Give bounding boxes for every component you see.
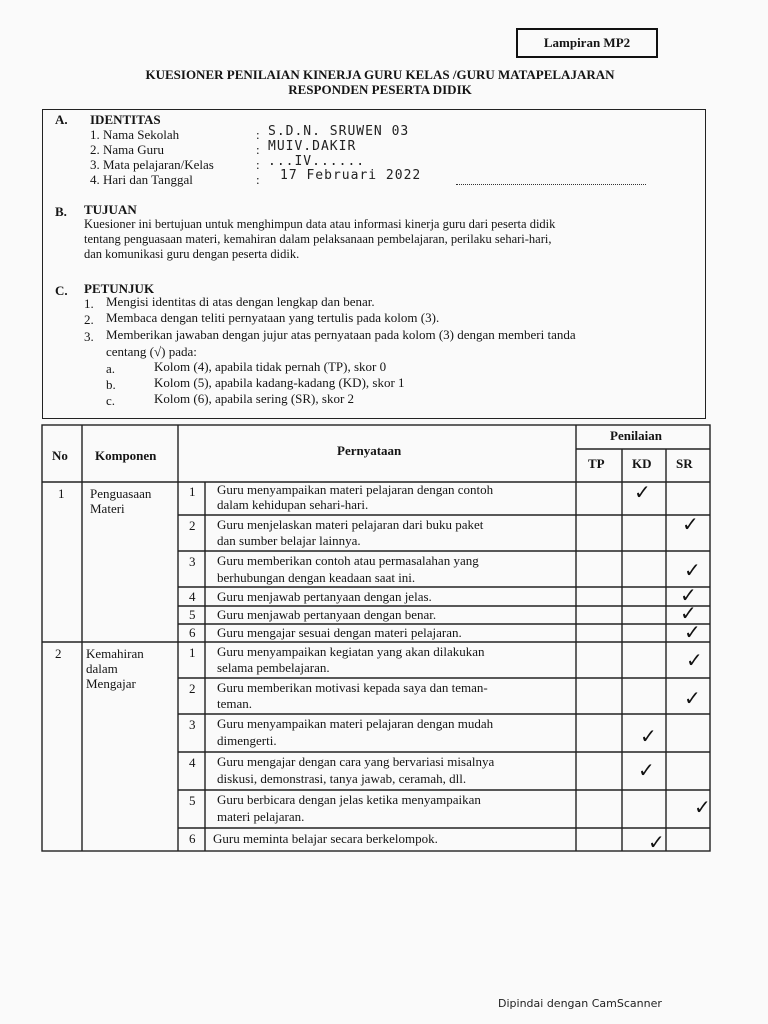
document-title-line1: KUESIONER PENILAIAN KINERJA GURU KELAS /GURU MATAPELAJARAN bbox=[145, 67, 615, 82]
statement-line: teman. bbox=[217, 696, 253, 711]
petunjuk-item: Mengisi identitas di atas dengan lengkap dan benar. bbox=[106, 294, 375, 309]
check-mark: ✓ bbox=[640, 724, 657, 748]
check-mark: ✓ bbox=[682, 512, 699, 536]
check-mark: ✓ bbox=[694, 795, 711, 819]
row-number: 4 bbox=[189, 755, 196, 770]
check-mark: ✓ bbox=[648, 830, 665, 854]
check-mark: ✓ bbox=[684, 558, 701, 582]
row-number: 1 bbox=[189, 645, 196, 660]
row-number: 2 bbox=[189, 518, 196, 533]
check-mark: ✓ bbox=[684, 620, 701, 644]
statement-line: dimengerti. bbox=[217, 733, 277, 748]
statement-line: Guru menjawab pertanyaan dengan benar. bbox=[217, 607, 437, 622]
statement-line: Guru memberikan motivasi kepada saya dan teman- bbox=[217, 680, 488, 695]
header-pernyataan: Pernyataan bbox=[337, 443, 402, 458]
tujuan-letter: B. bbox=[55, 204, 67, 219]
petunjuk-sub-letter: a. bbox=[106, 361, 116, 376]
header-tp: TP bbox=[588, 456, 605, 471]
check-mark: ✓ bbox=[634, 480, 651, 504]
tujuan-line: dan komunikasi guru dengan peserta didik. bbox=[84, 247, 300, 261]
field-colon: : bbox=[256, 157, 260, 172]
petunjuk-heading: PETUNJUK bbox=[84, 281, 155, 296]
row-number: 2 bbox=[189, 681, 196, 696]
check-mark: ✓ bbox=[680, 583, 697, 607]
petunjuk-sub: Kolom (6), apabila sering (SR), skor 2 bbox=[154, 391, 355, 406]
group-komponen: dalam bbox=[86, 661, 118, 676]
field-colon: : bbox=[256, 172, 260, 187]
statement-line: dan sumber belajar lainnya. bbox=[217, 533, 361, 548]
petunjuk-item: Membaca dengan teliti pernyataan yang tertulis pada kolom (3). bbox=[106, 310, 440, 325]
row-number: 6 bbox=[189, 831, 196, 846]
field-label: 1. Nama Sekolah bbox=[90, 127, 180, 142]
field-label: 2. Nama Guru bbox=[90, 142, 165, 157]
statement-line: selama pembelajaran. bbox=[217, 660, 330, 675]
camscanner-footer: Dipindai dengan CamScanner bbox=[498, 997, 662, 1010]
petunjuk-num: 1. bbox=[84, 296, 94, 311]
petunjuk-item-cont: centang (√) pada: bbox=[106, 344, 197, 359]
identitas-letter: A. bbox=[55, 112, 68, 127]
statement-line: dalam kehidupan sehari-hari. bbox=[217, 497, 369, 512]
statement-line: diskusi, demonstrasi, tanya jawab, ceramah, dll. bbox=[217, 771, 467, 786]
handwritten-teacher: MUIV.DAKIR bbox=[268, 139, 357, 154]
row-number: 6 bbox=[189, 625, 196, 640]
check-mark: ✓ bbox=[638, 758, 655, 782]
petunjuk-item: Memberikan jawaban dengan jujur atas pernyataan pada kolom (3) dengan memberi tanda bbox=[106, 327, 576, 342]
petunjuk-sub-letter: b. bbox=[106, 377, 116, 392]
handwritten-class: ...IV...... bbox=[268, 154, 366, 169]
identitas-heading-text: IDENTITAS bbox=[90, 112, 161, 127]
tujuan-line: Kuesioner ini bertujuan untuk menghimpun data atau informasi kinerja guru dari peserta didik bbox=[84, 217, 556, 231]
field-label: 3. Mata pelajaran/Kelas bbox=[90, 157, 214, 172]
row-number: 1 bbox=[189, 484, 196, 499]
header-sr: SR bbox=[676, 456, 693, 471]
handwritten-school: S.D.N. SRUWEN 03 bbox=[268, 124, 410, 139]
tujuan-line: tentang penguasaan materi, kemahiran dalam pelaksanaan pembelajaran, perilaku sehari-hari, bbox=[84, 232, 552, 246]
row-number: 4 bbox=[189, 589, 196, 604]
statement-line: Guru mengajar dengan cara yang bervariasi misalnya bbox=[217, 754, 495, 769]
petunjuk-num: 2. bbox=[84, 312, 94, 327]
group-komponen: Kemahiran bbox=[86, 646, 144, 661]
statement-line: Guru menyampaikan kegiatan yang akan dilakukan bbox=[217, 644, 485, 659]
row-number: 5 bbox=[189, 607, 196, 622]
group-no: 1 bbox=[58, 486, 65, 501]
row-number: 3 bbox=[189, 717, 196, 732]
statement-line: Guru meminta belajar secara berkelompok. bbox=[213, 831, 438, 846]
petunjuk-sub: Kolom (4), apabila tidak pernah (TP), skor 0 bbox=[154, 359, 387, 374]
row-number: 5 bbox=[189, 793, 196, 808]
lampiran-label: Lampiran MP2 bbox=[516, 28, 658, 58]
field-colon: : bbox=[256, 142, 260, 157]
group-komponen: Materi bbox=[90, 501, 125, 516]
handwritten-date: 17 Februari 2022 bbox=[280, 168, 422, 183]
group-komponen: Penguasaan bbox=[90, 486, 152, 501]
statement-line: Guru menyampaikan materi pelajaran dengan mudah bbox=[217, 716, 494, 731]
header-kd: KD bbox=[632, 456, 652, 471]
check-mark: ✓ bbox=[686, 648, 703, 672]
statement-line: materi pelajaran. bbox=[217, 809, 305, 824]
petunjuk-num: 3. bbox=[84, 329, 94, 344]
field-colon: : bbox=[256, 127, 260, 142]
row-number: 3 bbox=[189, 554, 196, 569]
statement-line: Guru menjawab pertanyaan dengan jelas. bbox=[217, 589, 432, 604]
petunjuk-sub: Kolom (5), apabila kadang-kadang (KD), skor 1 bbox=[154, 375, 405, 390]
statement-line: Guru memberikan contoh atau permasalahan yang bbox=[217, 553, 479, 568]
statement-line: Guru mengajar sesuai dengan materi pelajaran. bbox=[217, 625, 462, 640]
petunjuk-sub-letter: c. bbox=[106, 393, 116, 408]
tujuan-heading: TUJUAN bbox=[84, 202, 137, 217]
statement-line: Guru berbicara dengan jelas ketika menyampaikan bbox=[217, 792, 481, 807]
statement-line: Guru menyampaikan materi pelajaran dengan contoh bbox=[217, 482, 494, 497]
statement-line: berhubungan dengan keadaan saat ini. bbox=[217, 570, 416, 585]
check-mark: ✓ bbox=[684, 686, 701, 710]
header-komponen: Komponen bbox=[95, 448, 157, 463]
petunjuk-letter: C. bbox=[55, 283, 68, 298]
group-komponen: Mengajar bbox=[86, 676, 136, 691]
document-title-line2: RESPONDEN PESERTA DIDIK bbox=[288, 82, 472, 97]
check-mark: ✓ bbox=[680, 601, 697, 625]
statement-line: Guru menjelaskan materi pelajaran dari buku paket bbox=[217, 517, 484, 532]
header-no: No bbox=[52, 448, 68, 463]
field-label: 4. Hari dan Tanggal bbox=[90, 172, 193, 187]
header-penilaian: Penilaian bbox=[610, 428, 663, 443]
group-no: 2 bbox=[55, 646, 62, 661]
